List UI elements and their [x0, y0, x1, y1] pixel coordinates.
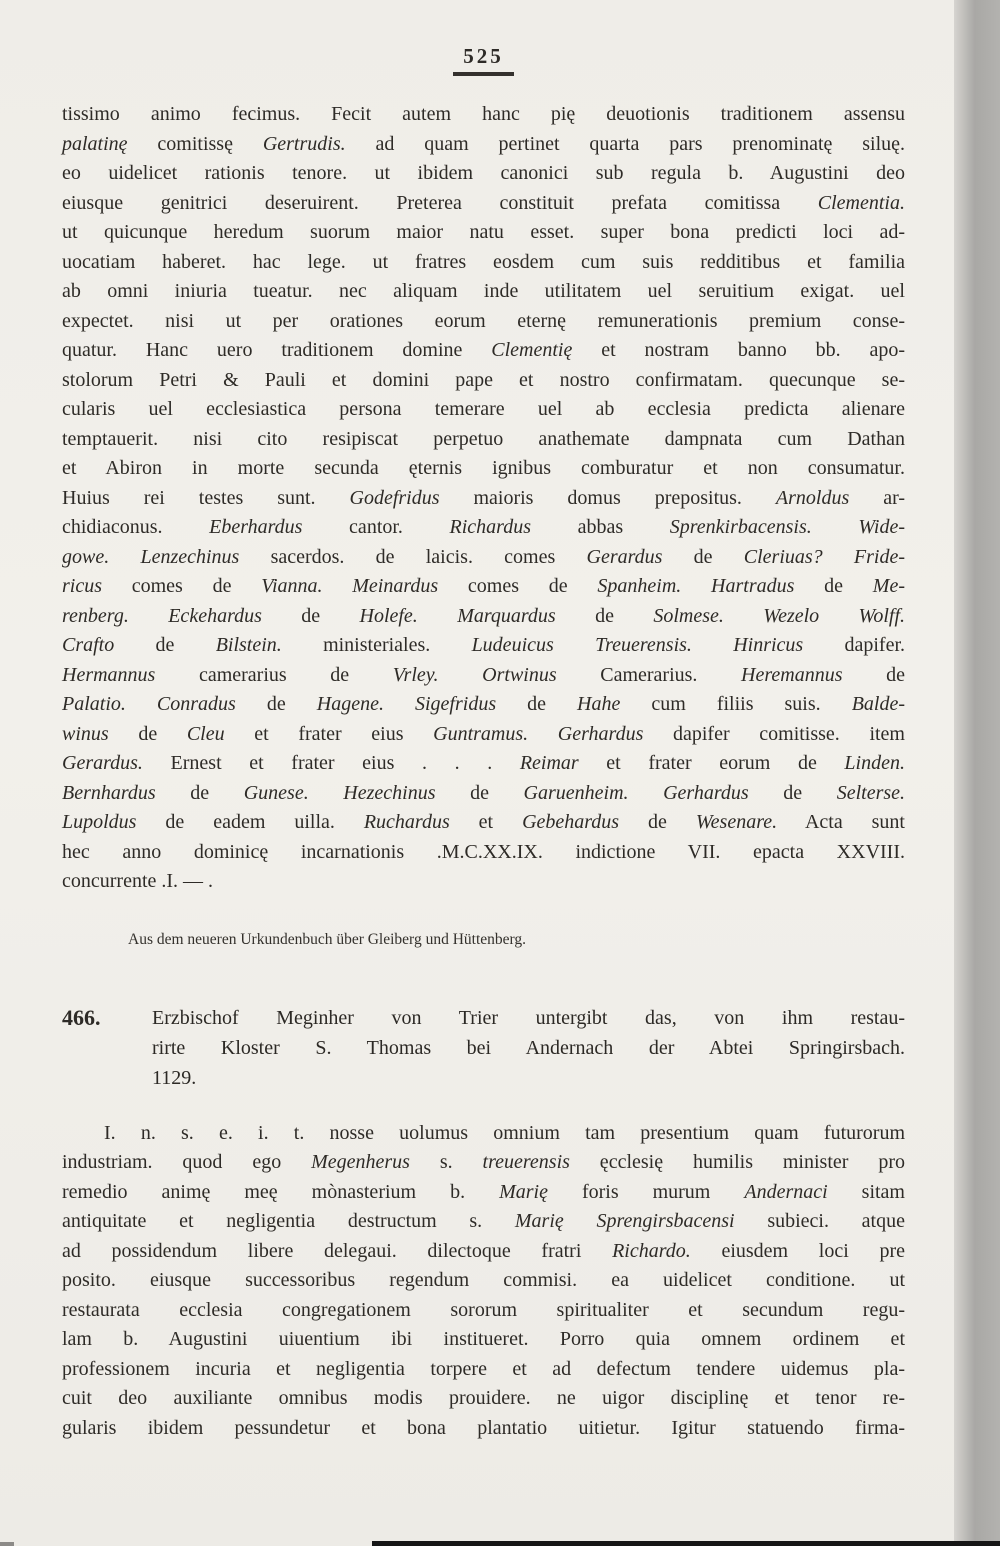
text-segment: cuit deo auxiliante omnibus modis prouidere. ne uigor disciplinę et tenor re- — [62, 1387, 905, 1409]
italic-text-segment: Richardo. — [612, 1239, 691, 1262]
text-segment: restaurata ecclesia congregationem sororum spiritualiter et secundum regu- — [62, 1298, 905, 1321]
text-segment: concurrente .I. — . — [62, 870, 214, 892]
text-segment: posito. eiusque successoribus regendum commisi. ea uidelicet conditione. ut — [62, 1269, 905, 1291]
text-segment: de eadem uilla. — [136, 811, 364, 833]
scan-edge-shadow — [954, 0, 1000, 1546]
text-line — [62, 1414, 905, 1444]
italic-text-segment: Godefridus — [349, 486, 440, 509]
text-segment: eiusque genitrici deseruirent. Preterea constituit prefata comitissa — [62, 191, 818, 214]
text-line — [62, 1384, 905, 1414]
text-segment: de — [662, 545, 744, 568]
text-segment: Ernest et frater eius . . . — [142, 752, 520, 774]
text-segment: et frater eorum de — [578, 752, 845, 774]
text-segment: cularis uel ecclesiastica persona temerare uel ab ecclesia predicta alienare — [62, 398, 905, 420]
text-segment: comitissę — [127, 132, 263, 155]
italic-text-segment: Me- — [872, 575, 905, 597]
italic-text-segment: Hinricus — [733, 634, 804, 656]
text-line — [62, 277, 905, 307]
italic-text-segment: Vrley. — [392, 663, 439, 686]
text-segment: de — [435, 781, 524, 804]
italic-text-segment: Linden. — [844, 752, 905, 774]
text-segment — [724, 605, 763, 627]
italic-text-segment: Sigefridus — [414, 693, 497, 715]
entry-466-heading — [62, 1003, 905, 1093]
text-segment: et — [449, 811, 523, 833]
text-segment — [528, 723, 558, 745]
text-segment: Huius rei testes sunt. — [62, 486, 350, 509]
text-segment: ęcclesię humilis minister pro — [569, 1151, 905, 1173]
italic-text-segment: Hermannus — [62, 663, 156, 686]
text-segment: maioris domus prepositus. — [439, 486, 776, 509]
italic-text-segment: Gebehardus — [522, 811, 620, 833]
text-segment: dapifer. — [803, 634, 906, 656]
text-line — [62, 602, 905, 632]
text-segment: de — [261, 604, 360, 627]
italic-text-segment: Lenzechinus — [140, 545, 240, 568]
text-segment: antiquitate et negligentia destructum s. — [62, 1210, 515, 1232]
italic-text-segment: Garuenheim. — [523, 781, 629, 804]
italic-text-segment: Cleriuas? — [743, 545, 823, 568]
text-line — [62, 720, 905, 750]
italic-text-segment: ricus — [62, 575, 102, 597]
italic-text-segment: Heremannus — [741, 663, 843, 686]
text-segment: eo uidelicet rationis tenore. ut ibidem canonici sub regula b. Augustini deo — [62, 162, 905, 184]
entry-number: 466. — [62, 1004, 101, 1030]
charter-465-continuation-paragraph — [62, 100, 905, 897]
text-segment: ministeriales. — [281, 634, 472, 656]
text-line — [62, 1178, 905, 1208]
italic-text-segment: Marię Sprengirsbacensi — [514, 1210, 735, 1232]
text-segment: eiusdem loci pre — [690, 1239, 905, 1262]
text-segment: Camerarius. — [556, 663, 742, 686]
text-line — [152, 1033, 905, 1063]
text-segment: stolorum Petri & Pauli et domini pape et nostro confirmatam. quecunque se- — [62, 368, 905, 391]
scan-corner-mark — [0, 1542, 14, 1546]
text-segment — [384, 693, 415, 715]
text-line — [62, 395, 905, 425]
italic-text-segment: palatinę — [62, 132, 128, 155]
italic-text-segment: Gerhardus — [663, 781, 749, 804]
italic-text-segment: Eberhardus — [209, 516, 303, 538]
text-line — [62, 838, 905, 868]
text-segment: et Abiron in morte secunda ęternis ignibus comburatur et non consumatur. — [62, 457, 905, 479]
italic-text-segment: Richardus — [449, 516, 532, 538]
text-line — [62, 779, 905, 809]
italic-text-segment: Bernhardus — [62, 781, 156, 804]
text-segment — [418, 605, 457, 627]
italic-text-segment: Hahe — [577, 693, 621, 715]
text-segment: et nostram banno bb. apo- — [572, 339, 905, 361]
text-segment — [323, 575, 353, 597]
page-number: 525 — [453, 44, 514, 76]
text-segment: de — [155, 781, 244, 804]
text-segment: ad possidendum libere delegaui. dilectoque fratri — [62, 1239, 613, 1262]
text-segment — [439, 664, 483, 686]
text-segment: gularis ibidem pessundetur et bona plantatio uitietur. Igitur statuendo firma- — [62, 1416, 905, 1439]
text-segment: abbas — [531, 516, 670, 538]
italic-text-segment: Selterse. — [836, 781, 906, 804]
text-segment — [681, 575, 711, 597]
text-line — [62, 1296, 905, 1326]
text-segment: Erzbischof Meginher von Trier untergibt das, von ihm restau- — [152, 1006, 905, 1029]
italic-text-segment: Reimar — [519, 752, 579, 774]
italic-text-segment: Gerhardus — [557, 722, 644, 745]
italic-text-segment: winus — [62, 722, 109, 745]
text-line — [62, 1237, 905, 1267]
italic-text-segment: Gerardus. — [62, 752, 143, 774]
text-line — [62, 366, 905, 396]
italic-text-segment: Marquardus — [457, 604, 556, 627]
text-line — [62, 454, 905, 484]
text-segment: de — [555, 604, 654, 627]
text-line — [62, 543, 905, 573]
text-line — [152, 1063, 905, 1093]
italic-text-segment: renberg. — [62, 604, 129, 627]
italic-text-segment: Eckehardus — [168, 604, 262, 627]
source-note: Aus dem neueren Urkundenbuch über Gleiberg und Hüttenberg. — [128, 930, 527, 948]
text-segment — [629, 782, 664, 804]
text-line — [62, 307, 905, 337]
italic-text-segment: Vianna. — [261, 575, 323, 597]
italic-text-segment: Cleu — [186, 722, 225, 745]
italic-text-segment: Clementia. — [817, 191, 905, 214]
text-segment: de — [619, 811, 696, 833]
text-segment: ab omni iniuria tueatur. nec aliquam inde utilitatem uel seruitium exigat. uel — [62, 280, 905, 302]
italic-text-segment: Clementię — [491, 339, 573, 361]
text-segment: temptauerit. nisi cito resipiscat perpetuo anathemate dampnata cum Dathan — [62, 427, 905, 450]
page-content — [62, 0, 905, 1443]
text-segment: camerarius de — [155, 663, 393, 686]
italic-text-segment: Marię — [499, 1180, 548, 1203]
text-segment: sacerdos. de laicis. comes — [239, 545, 587, 568]
text-line — [62, 1148, 905, 1178]
text-segment: de — [842, 663, 906, 686]
italic-text-segment: Wezelo — [763, 604, 820, 627]
italic-text-segment: Gertrudis. — [262, 132, 346, 155]
text-segment: comes de — [102, 575, 262, 597]
text-line — [62, 631, 905, 661]
text-segment: I. n. s. e. i. t. nosse uolumus omnium tam presentium quam futurorum — [104, 1121, 905, 1144]
text-segment — [819, 605, 858, 627]
italic-text-segment: Crafto — [62, 634, 115, 656]
text-segment: quatur. Hanc uero traditionem domine — [62, 339, 492, 361]
italic-text-segment: Gerardus — [586, 545, 663, 568]
text-line — [62, 572, 905, 602]
text-segment: s. — [409, 1151, 483, 1173]
text-line — [62, 513, 905, 543]
text-segment: cum filiis suis. — [620, 693, 852, 715]
text-line — [62, 248, 905, 278]
text-segment: sitam — [827, 1180, 905, 1203]
text-line — [62, 336, 905, 366]
text-segment: comes de — [438, 575, 598, 597]
text-segment: foris murum — [547, 1180, 745, 1203]
italic-text-segment: Ludeuicus — [471, 634, 554, 656]
italic-text-segment: Palatio. — [62, 693, 126, 715]
italic-text-segment: Ruchardus — [363, 811, 450, 833]
italic-text-segment: Fride- — [853, 545, 905, 568]
text-segment: de — [794, 575, 873, 597]
italic-text-segment: gowe. — [62, 545, 110, 568]
text-segment: cantor. — [302, 516, 450, 538]
text-segment: et frater eius — [224, 722, 434, 745]
text-segment — [109, 546, 140, 568]
italic-text-segment: Guntramus. — [433, 722, 529, 745]
text-segment: de — [114, 634, 216, 656]
text-line — [62, 484, 905, 514]
italic-text-segment: Hartradus — [711, 575, 795, 597]
text-segment: de — [496, 693, 578, 715]
italic-text-segment: Wesenare. — [695, 811, 778, 833]
italic-text-segment: Hezechinus — [343, 781, 436, 804]
italic-text-segment: treuerensis — [482, 1151, 570, 1173]
italic-text-segment: Gunese. — [243, 781, 309, 804]
italic-text-segment: Andernaci — [744, 1180, 828, 1203]
text-segment — [309, 782, 344, 804]
text-line — [62, 1355, 905, 1385]
text-line — [62, 690, 905, 720]
italic-text-segment: Wolff. — [858, 604, 906, 627]
text-segment: chidiaconus. — [62, 516, 210, 538]
text-segment: dapifer comitisse. item — [643, 722, 905, 745]
text-segment: uocatiam haberet. hac lege. ut fratres eosdem cum suis redditibus et familia — [62, 250, 905, 273]
text-segment: Acta sunt — [777, 811, 905, 833]
text-segment — [554, 634, 595, 656]
text-segment — [126, 693, 157, 715]
italic-text-segment: Lupoldus — [62, 811, 137, 833]
text-line — [62, 130, 905, 160]
text-segment: de — [748, 781, 837, 804]
italic-text-segment: Megenherus — [311, 1151, 410, 1173]
italic-text-segment: Sprenkirbacensis. — [669, 516, 812, 538]
text-segment: subieci. atque — [734, 1210, 905, 1232]
italic-text-segment: Treuerensis. — [595, 634, 692, 656]
text-line — [62, 1266, 905, 1296]
text-segment: tissimo animo fecimus. Fecit autem hanc pię deuotionis traditionem assensu — [62, 103, 905, 125]
text-segment — [692, 634, 733, 656]
entry-heading-text — [152, 1003, 905, 1093]
italic-text-segment: Conradus — [156, 693, 236, 715]
text-segment: professionem incuria et negligentia torpere et ad defectum tendere uidemus pla- — [62, 1357, 905, 1380]
text-segment: expectet. nisi ut per orationes eorum eternę remunerationis premium conse- — [62, 309, 905, 332]
text-segment: remedio animę meę mònasterium b. — [62, 1180, 500, 1203]
text-line — [62, 808, 905, 838]
italic-text-segment: Arnoldus — [775, 486, 850, 509]
text-line — [62, 425, 905, 455]
text-line — [62, 1119, 905, 1149]
italic-text-segment: Holefe. — [359, 604, 418, 627]
text-segment: ut quicunque heredum suorum maior natu esset. super bona predicti loci ad- — [62, 221, 905, 243]
text-segment: rirte Kloster S. Thomas bei Andernach der Abtei Springirsbach. — [152, 1036, 905, 1059]
scan-bottom-edge-line — [372, 1541, 1000, 1546]
text-segment: industriam. quod ego — [62, 1151, 312, 1173]
text-segment: ar- — [849, 486, 906, 509]
text-line — [62, 661, 905, 691]
italic-text-segment: Bilstein. — [215, 634, 282, 656]
text-line — [62, 159, 905, 189]
text-line — [152, 1003, 905, 1033]
text-segment — [812, 516, 859, 538]
text-line — [62, 867, 905, 897]
text-line — [62, 1207, 905, 1237]
text-segment: lam b. Augustini uiuentium ibi institueret. Porro quia omnem ordinem et — [62, 1328, 905, 1350]
page-header — [62, 44, 905, 76]
text-line — [62, 749, 905, 779]
text-line — [62, 189, 905, 219]
italic-text-segment: Wide- — [858, 516, 906, 538]
text-segment: ad quam pertinet quarta pars prenominatę siluę. — [345, 132, 906, 155]
entry-466-body-paragraph — [62, 1119, 905, 1444]
italic-text-segment: Ortwinus — [482, 663, 557, 686]
italic-text-segment: Spanheim. — [597, 575, 682, 597]
text-segment: de — [108, 722, 187, 745]
italic-text-segment: Balde- — [851, 693, 905, 715]
text-segment: hec anno dominicę incarnationis .M.C.XX.IX. indictione VII. epacta XXVIII. — [62, 840, 905, 863]
text-segment: de — [235, 693, 317, 715]
text-line — [62, 100, 905, 130]
text-segment — [823, 546, 854, 568]
italic-text-segment: Solmese. — [653, 604, 724, 627]
text-line — [62, 1325, 905, 1355]
text-line — [62, 218, 905, 248]
italic-text-segment: Hagene. — [316, 693, 384, 715]
italic-text-segment: Meinardus — [352, 575, 439, 597]
text-segment — [129, 605, 168, 627]
text-segment: 1129. — [152, 1066, 197, 1089]
